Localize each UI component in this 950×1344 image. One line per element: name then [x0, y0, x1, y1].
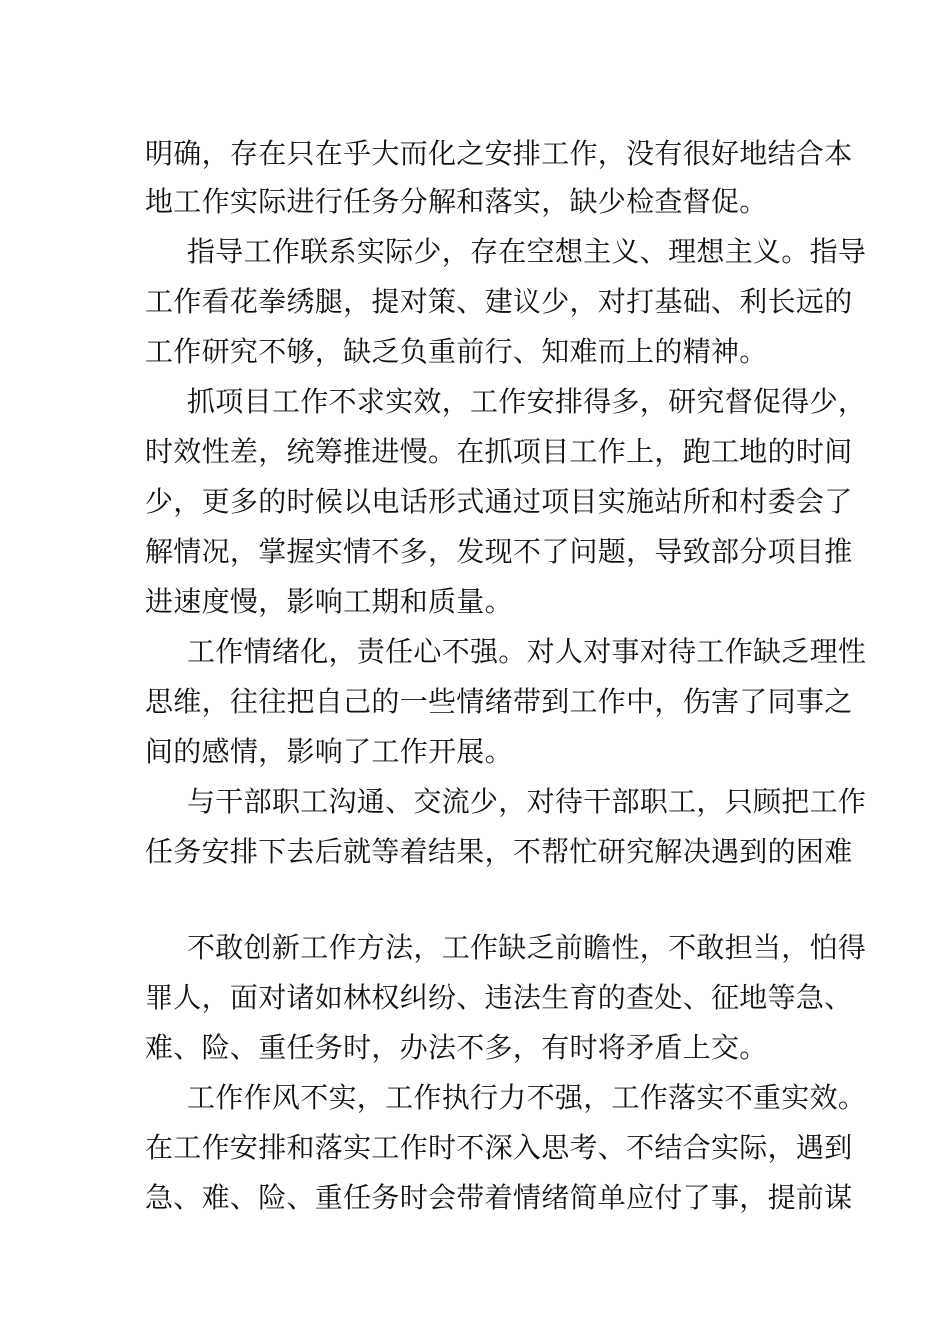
- text-line: 思维，往往把自己的一些情绪带到工作中，伤害了同事之: [145, 685, 853, 718]
- text-line: 地工作实际进行任务分解和落实，缺少检查督促。: [145, 185, 768, 218]
- paragraph-start-line: 不敢创新工作方法，工作缺乏前瞻性，不敢担当，怕得: [187, 931, 867, 964]
- paragraph-start-line: 与干部职工沟通、交流少，对待干部职工，只顾把工作: [187, 785, 867, 818]
- text-line: 在工作安排和落实工作时不深入思考、不结合实际，遇到: [145, 1131, 853, 1164]
- paragraph-start-line: 指导工作联系实际少，存在空想主义、理想主义。指导: [187, 235, 867, 268]
- paragraph-start-line: 抓项目工作不求实效，工作安排得多，研究督促得少，: [187, 385, 867, 418]
- text-line: 罪人，面对诸如林权纠纷、违法生育的查处、征地等急、: [145, 981, 853, 1014]
- text-line: 工作看花拳绣腿，提对策、建议少，对打基础、利长远的: [145, 285, 853, 318]
- text-line: 间的感情，影响了工作开展。: [145, 735, 513, 768]
- text-line: 少，更多的时候以电话形式通过项目实施站所和村委会了: [145, 485, 853, 518]
- text-line: 解情况，掌握实情不多，发现不了问题，导致部分项目推: [145, 535, 853, 568]
- text-line: 急、难、险、重任务时会带着情绪简单应付了事，提前谋: [145, 1181, 853, 1214]
- text-line: 进速度慢，影响工期和质量。: [145, 585, 513, 618]
- text-line: 工作研究不够，缺乏负重前行、知难而上的精神。: [145, 335, 768, 368]
- text-line: 难、险、重任务时，办法不多，有时将矛盾上交。: [145, 1031, 768, 1064]
- paragraph-start-line: 工作作风不实，工作执行力不强，工作落实不重实效。: [187, 1081, 867, 1114]
- paragraph-start-line: 工作情绪化，责任心不强。对人对事对待工作缺乏理性: [187, 635, 867, 668]
- text-line: 明确，存在只在乎大而化之安排工作，没有很好地结合本: [145, 137, 853, 170]
- text-line: 任务安排下去后就等着结果，不帮忙研究解决遇到的困难: [145, 835, 853, 868]
- text-line: 时效性差，统筹推进慢。在抓项目工作上，跑工地的时间: [145, 435, 853, 468]
